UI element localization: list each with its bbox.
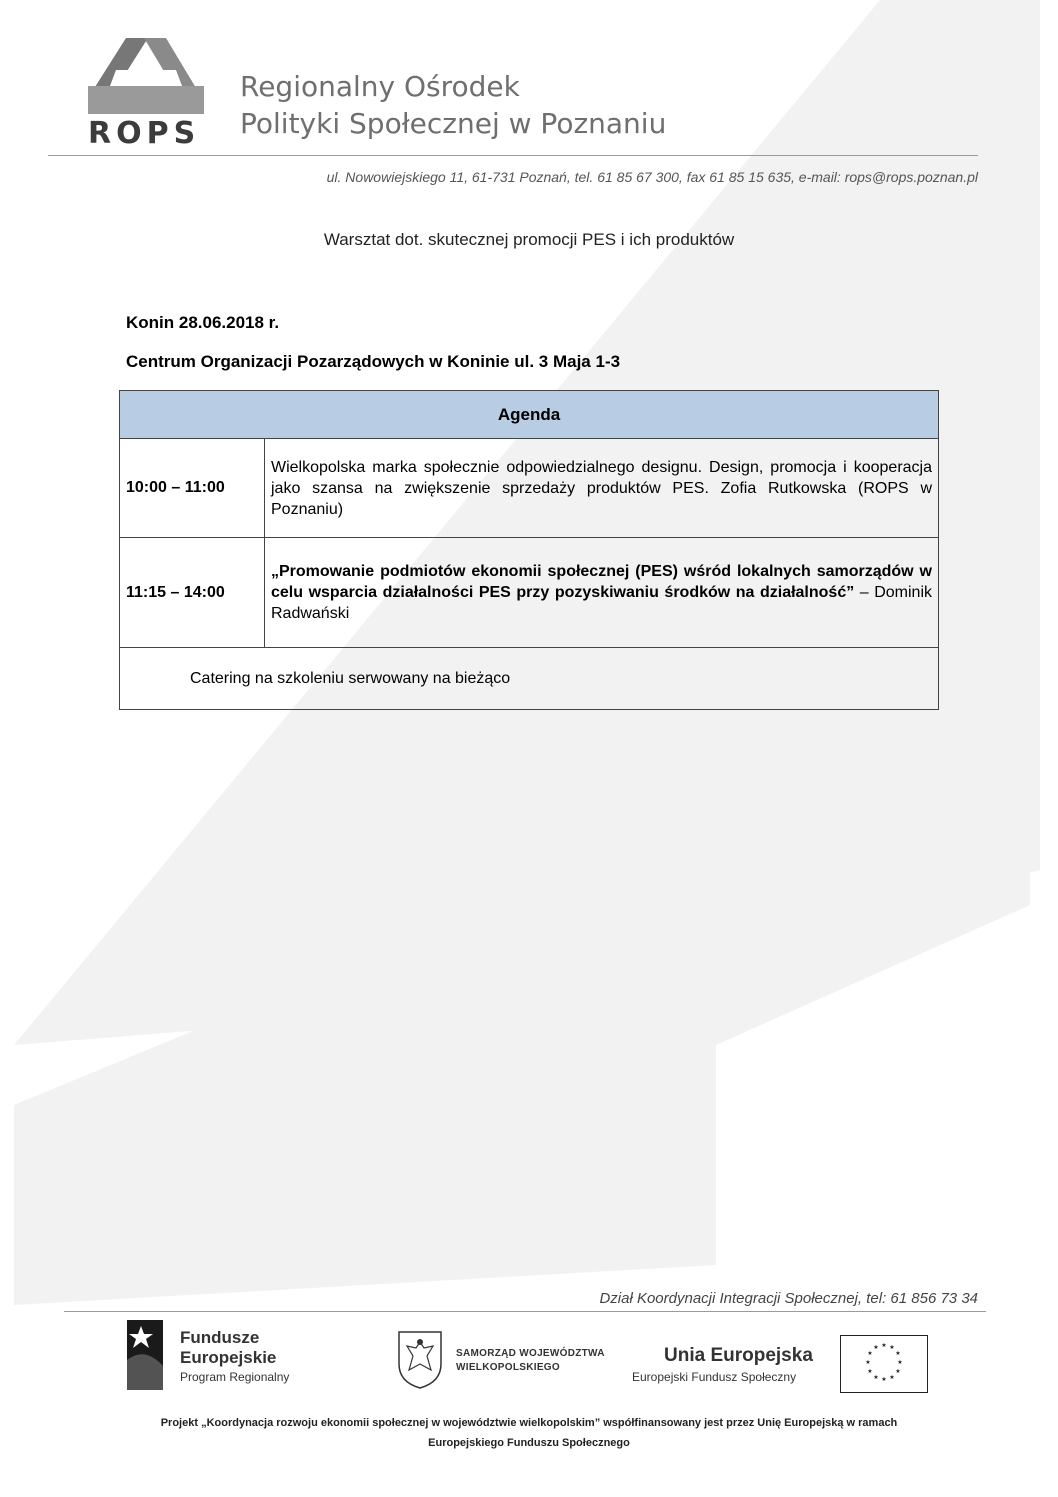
svg-text:★: ★ — [881, 1376, 887, 1383]
catering-note: Catering na szkoleniu serwowany na bieżąco — [120, 648, 939, 710]
svg-text:★: ★ — [881, 1342, 887, 1349]
agenda-description — [265, 538, 939, 648]
svg-text:★: ★ — [889, 1344, 895, 1351]
date-line: Konin 28.06.2018 r. — [126, 313, 280, 332]
fe-title-line2: Europejskie — [180, 1348, 277, 1367]
agenda-description-speaker: – Dominik Radwański — [271, 584, 932, 622]
agenda-footer-row — [120, 648, 939, 710]
svg-text:★: ★ — [873, 1344, 879, 1351]
agenda-description-bold: „Promowanie podmiotów ekonomii społecznej (PES) wśród lokalnych samorządów w celu wsparcia działalności PES przy pozyskiwaniu środków na działalność” — [271, 563, 932, 601]
svg-text:★: ★ — [873, 1374, 879, 1381]
svg-text:★: ★ — [867, 1368, 873, 1375]
eagle-crest-icon — [395, 1330, 445, 1390]
agenda-description: Wielkopolska marka społecznie odpowiedzialnego designu. Design, promocja i kooperacja jako szansa na zwiększenie sprzedaży produktów PES. Zofia Rutkowska (ROPS w Poznaniu) — [265, 439, 939, 538]
agenda-time: 11:15 – 14:00 — [120, 538, 265, 648]
ue-subtitle: Europejski Fundusz Społeczny — [632, 1370, 797, 1384]
fe-title-line1: Fundusze — [180, 1328, 260, 1347]
eu-flag-icon — [840, 1335, 928, 1393]
samorzad-line1: SAMORZĄD WOJEWÓDZTWA — [456, 1348, 605, 1359]
department-line: Dział Koordynacji Integracji Społecznej, tel: 61 856 73 34 — [599, 1290, 978, 1307]
agenda-time: 10:00 – 11:00 — [120, 439, 265, 538]
svg-text:★: ★ — [889, 1374, 895, 1381]
svg-text:★: ★ — [895, 1368, 901, 1375]
footer-divider — [64, 1311, 986, 1312]
venue-line: Centrum Organizacji Pozarządowych w Koninie ul. 3 Maja 1-3 — [126, 352, 621, 371]
org-name-line1: Regionalny Ośrodek — [240, 70, 520, 103]
svg-text:★: ★ — [867, 1350, 873, 1357]
project-line2: Europejskiego Funduszu Społecznego — [428, 1437, 630, 1449]
svg-text:★: ★ — [897, 1359, 903, 1366]
agenda-row — [120, 538, 939, 648]
rops-logo — [86, 36, 206, 151]
header-divider — [48, 155, 978, 156]
logo-word: ROPS — [88, 116, 201, 151]
project-line1: Projekt „Koordynacja rozwoju ekonomii społecznej w województwie wielkopolskim” współfinansowany jest przez Unię Europejską w ramach — [160, 1417, 898, 1429]
ue-title: Unia Europejska — [664, 1345, 813, 1366]
org-name-line2: Polityki Społecznej w Poznaniu — [240, 107, 667, 140]
document-title: Warsztat dot. skutecznej promocji PES i ich produktów — [323, 230, 735, 249]
project-info — [0, 1413, 1058, 1453]
svg-text:★: ★ — [895, 1350, 901, 1357]
svg-text:★: ★ — [865, 1359, 871, 1366]
fundusze-europejskie-logo — [127, 1320, 163, 1390]
agenda-table — [119, 390, 939, 710]
agenda-header: Agenda — [120, 391, 939, 439]
rops-logo-mark — [86, 36, 206, 116]
samorzad-line2: WIELKOPOLSKIEGO — [456, 1362, 560, 1373]
agenda-row — [120, 439, 939, 538]
agenda-header-row — [120, 391, 939, 439]
fe-subtitle: Program Regionalny — [180, 1370, 290, 1384]
address-line: ul. Nowowiejskiego 11, 61-731 Poznań, tel. 61 85 67 300, fax 61 85 15 635, e-mail: rops@rops.poznan.pl — [326, 169, 978, 185]
